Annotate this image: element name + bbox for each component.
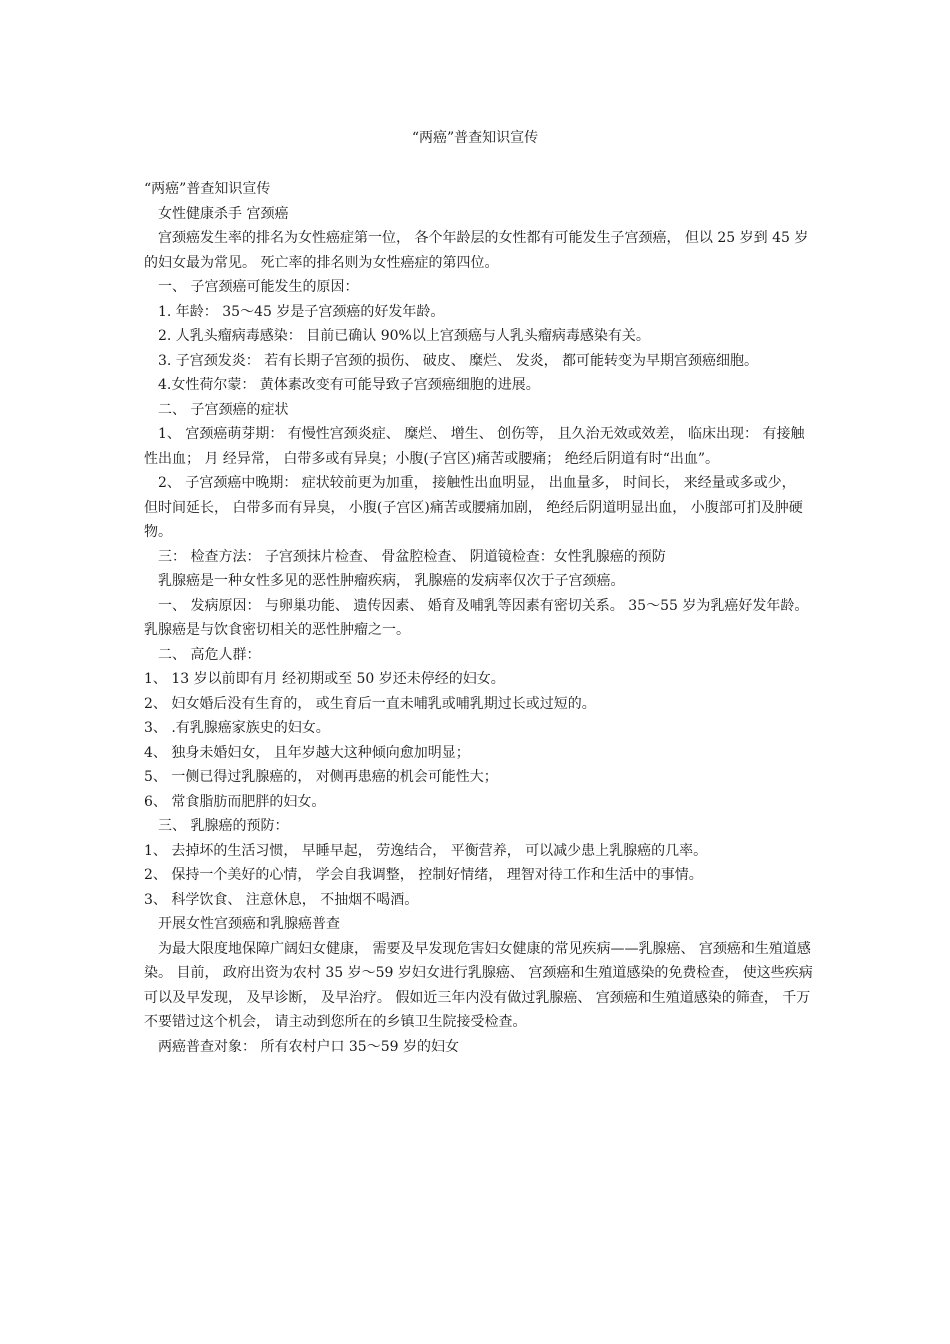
paragraph: 一、 发病原因： 与卵巢功能、 遗传因素、 婚育及哺乳等因素有密切关系。 35～55 岁为乳癌好发年龄。 乳腺癌是与饮食密切相关的恶性肿瘤之一。 [144, 597, 809, 638]
paragraph: 女性健康杀手 宫颈癌 [158, 205, 289, 222]
paragraph: 两癌普查对象： 所有农村户口 35～59 岁的妇女 [158, 1038, 459, 1055]
paragraph: 3、 科学饮食、 注意休息， 不抽烟不喝酒。 [144, 891, 419, 908]
page-title: “两癌”普查知识宣传 [411, 130, 539, 146]
paragraph: 6、 常食脂肪而肥胖的妇女。 [144, 793, 326, 810]
paragraph: 2、 保持一个美好的心情， 学会自我调整， 控制好情绪， 理智对待工作和生活中的事情。 [144, 867, 703, 883]
document-body [144, 177, 814, 1059]
paragraph: 1、 去掉坏的生活习惯， 早睡早起， 劳逸结合， 平衡营养， 可以减少患上乳腺癌的几率。 [144, 842, 708, 859]
paragraph: 一、 子宫颈癌可能发生的原因： [158, 279, 359, 295]
paragraph: 4.女性荷尔蒙： 黄体素改变有可能导致子宫颈癌细胞的进展。 [158, 377, 540, 393]
paragraph: 5、 一侧已得过乳腺癌的， 对侧再患癌的机会可能性大； [144, 769, 498, 785]
paragraph: 4、 独身未婚妇女， 且年岁越大这种倾向愈加明显； [144, 744, 470, 761]
paragraph: 为最大限度地保障广阔妇女健康， 需要及早发现危害妇女健康的常见疾病——乳腺癌、 宫颈癌和生殖道感染。 目前， 政府出资为农村 35 岁～59 岁妇女进行乳腺癌、 宫颈癌和生殖道感染的免费检查， 使这些疾病可以及早发现， 及早诊断， 及早治疗。 假如近三年内没有做过乳腺癌、 宫颈癌和生殖道感染的筛查， 千万不要错过这个机会， 请主动到您所在的乡镇卫生院接受检查。 [144, 940, 813, 1030]
paragraph: 宫颈癌发生率的排名为女性癌症第一位， 各个年龄层的女性都有可能发生子宫颈癌， 但以 25 岁到 45 岁的妇女最为常见。 死亡率的排名则为女性癌症的第四位。 [144, 230, 809, 271]
paragraph: 2、 妇女婚后没有生育的， 或生育后一直未哺乳或哺乳期过长或过短的。 [144, 695, 596, 712]
paragraph: 二、 子宫颈癌的症状 [158, 401, 289, 418]
paragraph: 1、 宫颈癌萌芽期： 有慢性宫颈炎症、 糜烂、 增生、 创伤等， 且久治无效或效差， 临床出现： 有接触性出血； 月 经异常， 白带多或有异臭；小腹(子宫区)痛苦或腰痛； 绝经后阴道有时“出血”。 [144, 426, 805, 467]
paragraph: 三、 乳腺癌的预防： [158, 818, 289, 834]
paragraph: 二、 高危人群： [158, 646, 261, 663]
paragraph: “两癌”普查知识宣传 [144, 181, 271, 197]
paragraph: 2. 人乳头瘤病毒感染： 目前已确认 90%以上宫颈癌与人乳头瘤病毒感染有关。 [158, 328, 650, 344]
paragraph: 1、 13 岁以前即有月 经初期或至 50 岁还未停经的妇女。 [144, 671, 505, 687]
paragraph: 3. 子宫颈发炎： 若有长期子宫颈的损伤、 破皮、 糜烂、 发炎， 都可能转变为早期宫颈癌细胞。 [158, 352, 759, 369]
paragraph: 3、 .有乳腺癌家族史的妇女。 [144, 720, 330, 736]
paragraph: 乳腺癌是一种女性多见的恶性肿瘤疾病， 乳腺癌的发病率仅次于子宫颈癌。 [158, 573, 625, 589]
paragraph: 2、 子宫颈癌中晚期： 症状较前更为加重， 接触性出血明显， 出血量多， 时间长， 来经量或多或少， 但时间延长， 白带多而有异臭， 小腹(子宫区)痛苦或腰痛加剧， 绝经后阴道明显出血， 小腹部可扪及肿硬物。 [144, 475, 803, 540]
paragraph: 三： 检查方法： 子宫颈抹片检查、 骨盆腔检查、 阴道镜检查：女性乳腺癌的预防 [158, 548, 666, 565]
paragraph: 1. 年龄： 35～45 岁是子宫颈癌的好发年龄。 [158, 303, 445, 320]
paragraph: 开展女性宫颈癌和乳腺癌普查 [158, 916, 340, 932]
